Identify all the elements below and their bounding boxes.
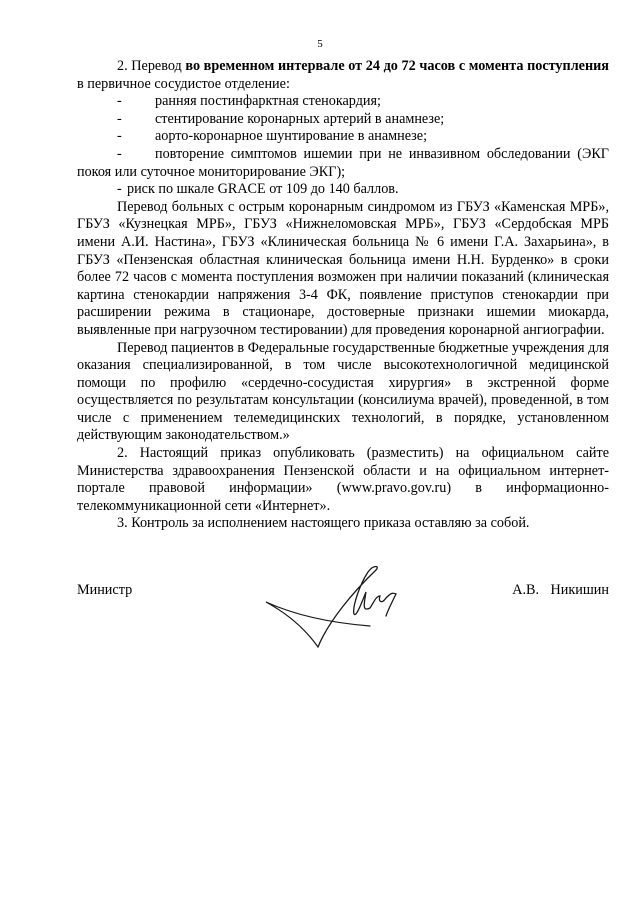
page-number: 5 — [317, 38, 323, 50]
list-dash: - — [117, 128, 122, 145]
list-dash: - — [117, 93, 122, 110]
item-2-paragraph — [77, 58, 609, 93]
signature-image — [258, 552, 408, 652]
list-item — [77, 181, 609, 199]
list-item-text: ранняя постинфарктная стенокардия; — [155, 93, 381, 110]
signature-block — [77, 582, 609, 602]
list-item — [77, 128, 609, 146]
list-item — [77, 146, 609, 181]
control-paragraph: 3. Контроль за исполнением настоящего приказа оставляю за собой. — [117, 515, 530, 532]
list-dash: - — [117, 145, 122, 162]
list-item-text: аорто-коронарное шунтирование в анамнезе; — [155, 128, 428, 145]
signer-name: А.В. Никишин — [512, 582, 609, 598]
document-body — [77, 58, 609, 533]
list-item — [77, 93, 609, 111]
signer-title: Министр — [77, 582, 133, 598]
transfer-paragraph: Перевод больных с острым коронарным синдромом из ГБУЗ «Каменская МРБ», ГБУЗ «Кузнецкая МРБ», ГБУЗ «Нижнеломовская МРБ», ГБУЗ «Сердобская МРБ имени А.И. Настина», ГБУЗ «Клиническая больница № 6 имени Г.А. Захарьина», в ГБУЗ «Пензенская областная клиническая больница имени Н.Н. Бурденко» в сроки более 72 часов с момента поступления возможен при наличии показаний (клиническая картина стенокардии напряжения 3-4 ФК, появление приступов стенокардии при расширении режима в стационаре, достоверные признаки ишемии миокарда, выявленные при нагрузочном тестировании) для проведения коронарной ангиографии. — [77, 198, 609, 338]
list-dash: - — [117, 181, 122, 198]
list-dash: - — [117, 110, 122, 127]
list-item-text: стентирование коронарных артерий в анамнезе; — [155, 110, 445, 127]
federal-transfer-paragraph: Перевод пациентов в Федеральные государственные бюджетные учреждения для оказания специализированной, в том числе высокотехнологичной медицинской помощи по профилю «сердечно-сосудистая хирургия» в экстренной форме осуществляется по результатам консультации (консилиума врачей), проведенной, в том числе с применением телемедицинских технологий, в порядке, установленном действующим законодательством.» — [77, 339, 609, 444]
list-item-text: риск по шкале GRACE от 109 до 140 баллов. — [127, 181, 399, 198]
publish-paragraph: 2. Настоящий приказ опубликовать (разместить) на официальном сайте Министерства здравоохранения Пензенской области и на официальном интернет-портале правовой информации» (www.pravo.gov.ru) в информационно-телекоммуникационной сети «Интернет». — [77, 445, 609, 514]
item-2-suffix: в первичное сосудистое отделение: — [77, 75, 290, 92]
item-2-prefix: 2. Перевод — [117, 58, 186, 74]
item-2-bold-text: во временном интервале от 24 до 72 часов с момента поступления — [185, 58, 609, 74]
list-item-text: повторение симптомов ишемии при не инвазивном обследовании (ЭКГ покоя или суточное мониторирование ЭКГ); — [77, 145, 609, 180]
list-item — [77, 111, 609, 129]
